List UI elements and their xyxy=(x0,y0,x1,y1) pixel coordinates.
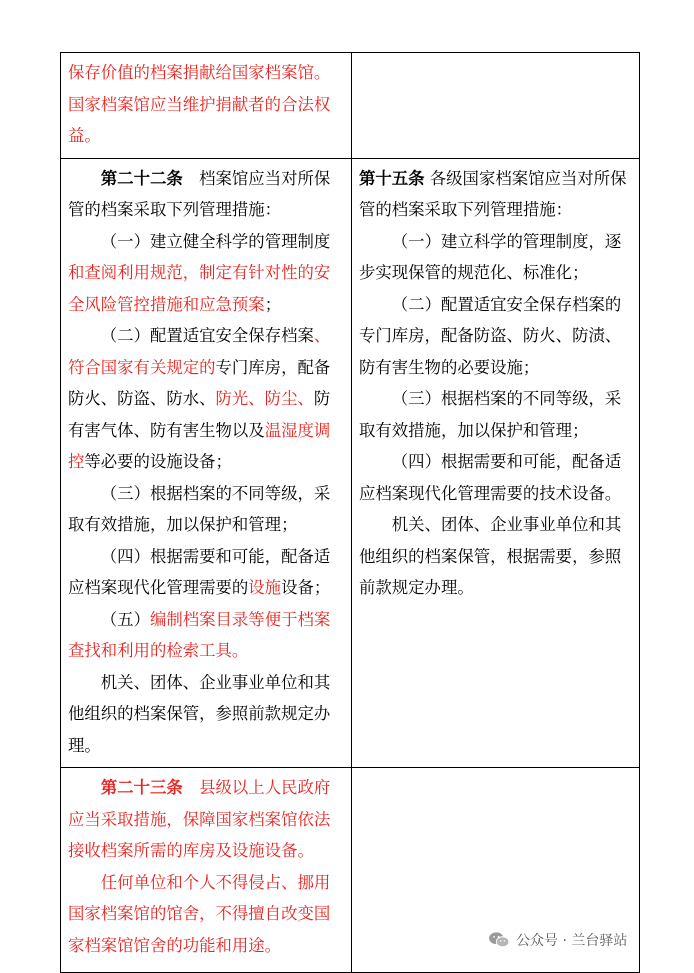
table-row xyxy=(61,53,640,159)
text-segment: （一）建立健全科学的管理制度 xyxy=(100,231,331,251)
article-text: 档案馆应当对所保管的档案采取下列管理措施： xyxy=(68,168,331,219)
list-item: （一）建立科学的管理制度，逐步实现保管的规范化、标准化； xyxy=(359,231,622,282)
article-text: 县级以上人民政府应当采取措施，保障国家档案馆依法接收档案所需的库房及设施设备。 xyxy=(68,778,331,860)
wechat-icon xyxy=(488,931,510,949)
closing-paragraph: 机关、团体、企业事业单位和其他组织的档案保管，根据需要，参照前款规定办理。 xyxy=(359,515,622,597)
text-segment: 等必要的设施设备； xyxy=(84,452,232,471)
text-segment: 防有害气体、防有害生物以及 xyxy=(68,389,331,440)
left-cell xyxy=(61,53,352,159)
table-row xyxy=(61,158,640,768)
list-item: （三）根据档案的不同等级，采取有效措施，加以保护和管理； xyxy=(68,483,331,534)
list-item xyxy=(68,541,344,604)
right-cell-empty xyxy=(352,53,640,159)
list-item xyxy=(68,226,344,321)
article-title: 第二十三条 xyxy=(100,778,183,797)
list-item xyxy=(68,320,344,478)
text-segment: 设备； xyxy=(281,578,331,597)
watermark-text: 公众号 · 兰台驿站 xyxy=(516,933,628,949)
list-item: （三）根据档案的不同等级，采取有效措施，加以保护和管理； xyxy=(359,389,622,440)
watermark xyxy=(488,930,627,950)
text-segment-red: 和查阅利用规范，制定有针对性的安全风险管控措施和应急预案 xyxy=(68,263,331,314)
text-segment-red: 防光、防尘、 xyxy=(215,389,314,408)
left-cell xyxy=(61,158,352,768)
article-intro xyxy=(68,163,344,226)
article-intro xyxy=(68,772,344,867)
closing-paragraph: 机关、团体、企业事业单位和其他组织的档案保管，参照前款规定办理。 xyxy=(68,672,331,755)
text-segment-red: 、符合国家有关规定的 xyxy=(68,326,331,377)
text-segment: （五） xyxy=(100,609,150,629)
list-item: （四）根据需要和可能，配备适应档案现代化管理需要的技术设备。 xyxy=(359,452,622,503)
paragraph: 保存价值的档案捐献给国家档案馆。国家档案馆应当维护捐献者的合法权益。 xyxy=(68,63,331,145)
text-segment: （二）配置适宜安全保存档案 xyxy=(100,326,314,345)
text-segment: （四）根据需要和可能，配备适应档案现代化管理需要的 xyxy=(68,546,331,597)
right-cell xyxy=(352,158,640,768)
list-item xyxy=(68,604,344,667)
article-text: 各级国家档案馆应当对所保管的档案采取下列管理措施： xyxy=(359,168,627,219)
article-title: 第十五条 xyxy=(359,168,425,188)
text-segment-red: 温湿度调控 xyxy=(68,420,331,471)
text-segment: ； xyxy=(264,294,282,314)
text-segment: 专门库房，配备防火、防盗、防水、 xyxy=(68,357,331,408)
article-intro xyxy=(359,163,632,226)
article-title: 第二十二条 xyxy=(100,168,183,188)
text-segment-red: 编制档案目录等便于档案查找和利用的检索工具。 xyxy=(68,609,331,660)
left-cell xyxy=(61,768,352,973)
paragraph: 任何单位和个人不得侵占、挪用国家档案馆的馆舍，不得擅自改变国家档案馆馆舍的功能和用途。 xyxy=(68,872,331,955)
list-item: （二）配置适宜安全保存档案的专门库房，配备防盗、防火、防渍、防有害生物的必要设施； xyxy=(359,294,622,377)
text-segment-red: 设施 xyxy=(248,578,282,597)
comparison-table xyxy=(60,52,640,973)
